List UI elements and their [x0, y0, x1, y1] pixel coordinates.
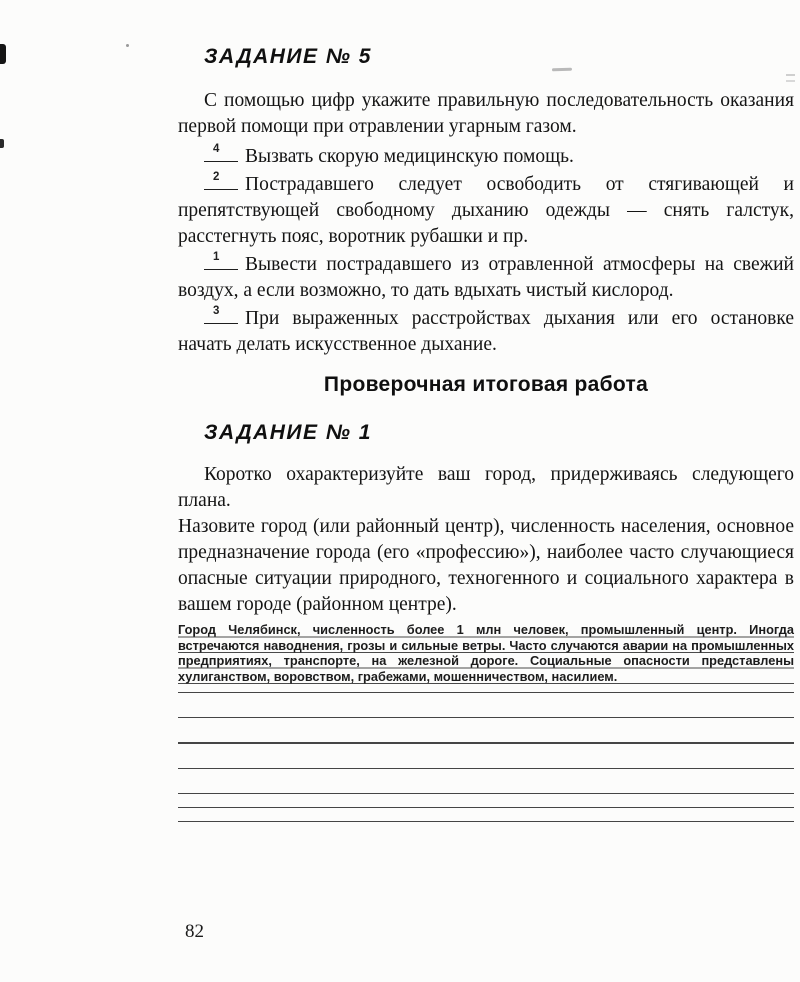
task5-heading: ЗАДАНИЕ № 5 — [204, 45, 372, 68]
answer-digit: 1 — [213, 251, 220, 263]
scan-artifact — [0, 44, 6, 64]
answer-line — [178, 807, 794, 808]
answer-blank — [204, 171, 238, 190]
task5-item-3 — [178, 252, 794, 304]
task5-item-1-text: Вызвать скорую медицинскую помощь. — [245, 146, 574, 167]
answer-digit: 4 — [213, 143, 220, 155]
task5-item-2-text: Пострадавшего следует освободить от стягивающей и препятствующей свободному дыханию одежды — снять галстук, расстегнуть пояс, воротник рубашки и пр. — [178, 174, 794, 247]
answer-line — [178, 821, 794, 822]
answer-blank — [204, 305, 238, 324]
answer-blank — [204, 251, 238, 270]
answer-line — [178, 768, 794, 769]
scan-artifact — [0, 139, 4, 148]
task1-plan: Назовите город (или районный центр), численность населения, основное предназначение города (его «профессию»), наиболее часто случающиеся опасные ситуации природного, техногенного и социального характера в вашем городе (районном центре). — [178, 516, 794, 615]
answer-line — [178, 793, 794, 794]
task5-item-4-text: При выраженных расстройствах дыхания или его остановке начать делать искусственное дыхание. — [178, 308, 794, 355]
task1-intro: Коротко охарактеризуйте ваш город, придерживаясь следующего плана. — [178, 464, 794, 511]
answer-line — [178, 742, 794, 743]
task1-heading: ЗАДАНИЕ № 1 — [204, 421, 372, 444]
task5-item-2 — [178, 172, 794, 250]
answer-digit: 3 — [213, 305, 220, 317]
section-title: Проверочная итоговая работа — [323, 373, 649, 396]
answer-lines — [178, 692, 794, 822]
scan-artifact — [126, 44, 129, 47]
task1-written-answer: Город Челябинск, численность более 1 млн человек, промышленный центр. Иногда встречаются наводнения, грозы и сильные ветры. Часто случаются аварии на промышленных предприятиях, транспорте, на железной дороге. Социальные опасности представлены хулиганством, воровством, грабежами, мошенничеством, насилием. — [178, 622, 794, 684]
task5-item-1 — [178, 144, 794, 170]
task5-item-4 — [178, 306, 794, 358]
task5-intro: С помощью цифр укажите правильную последовательность оказания первой помощи при отравлении угарным газом. — [178, 90, 794, 137]
answer-digit: 2 — [213, 171, 220, 183]
answer-line — [178, 717, 794, 718]
task5-item-3-text: Вывести пострадавшего из отравленной атмосферы на свежий воздух, а если возможно, то дать вдыхать чистый кислород. — [178, 254, 794, 301]
answer-line — [178, 692, 794, 693]
page-number: 82 — [185, 921, 204, 942]
page-content — [178, 0, 794, 835]
answer-blank — [204, 143, 238, 162]
